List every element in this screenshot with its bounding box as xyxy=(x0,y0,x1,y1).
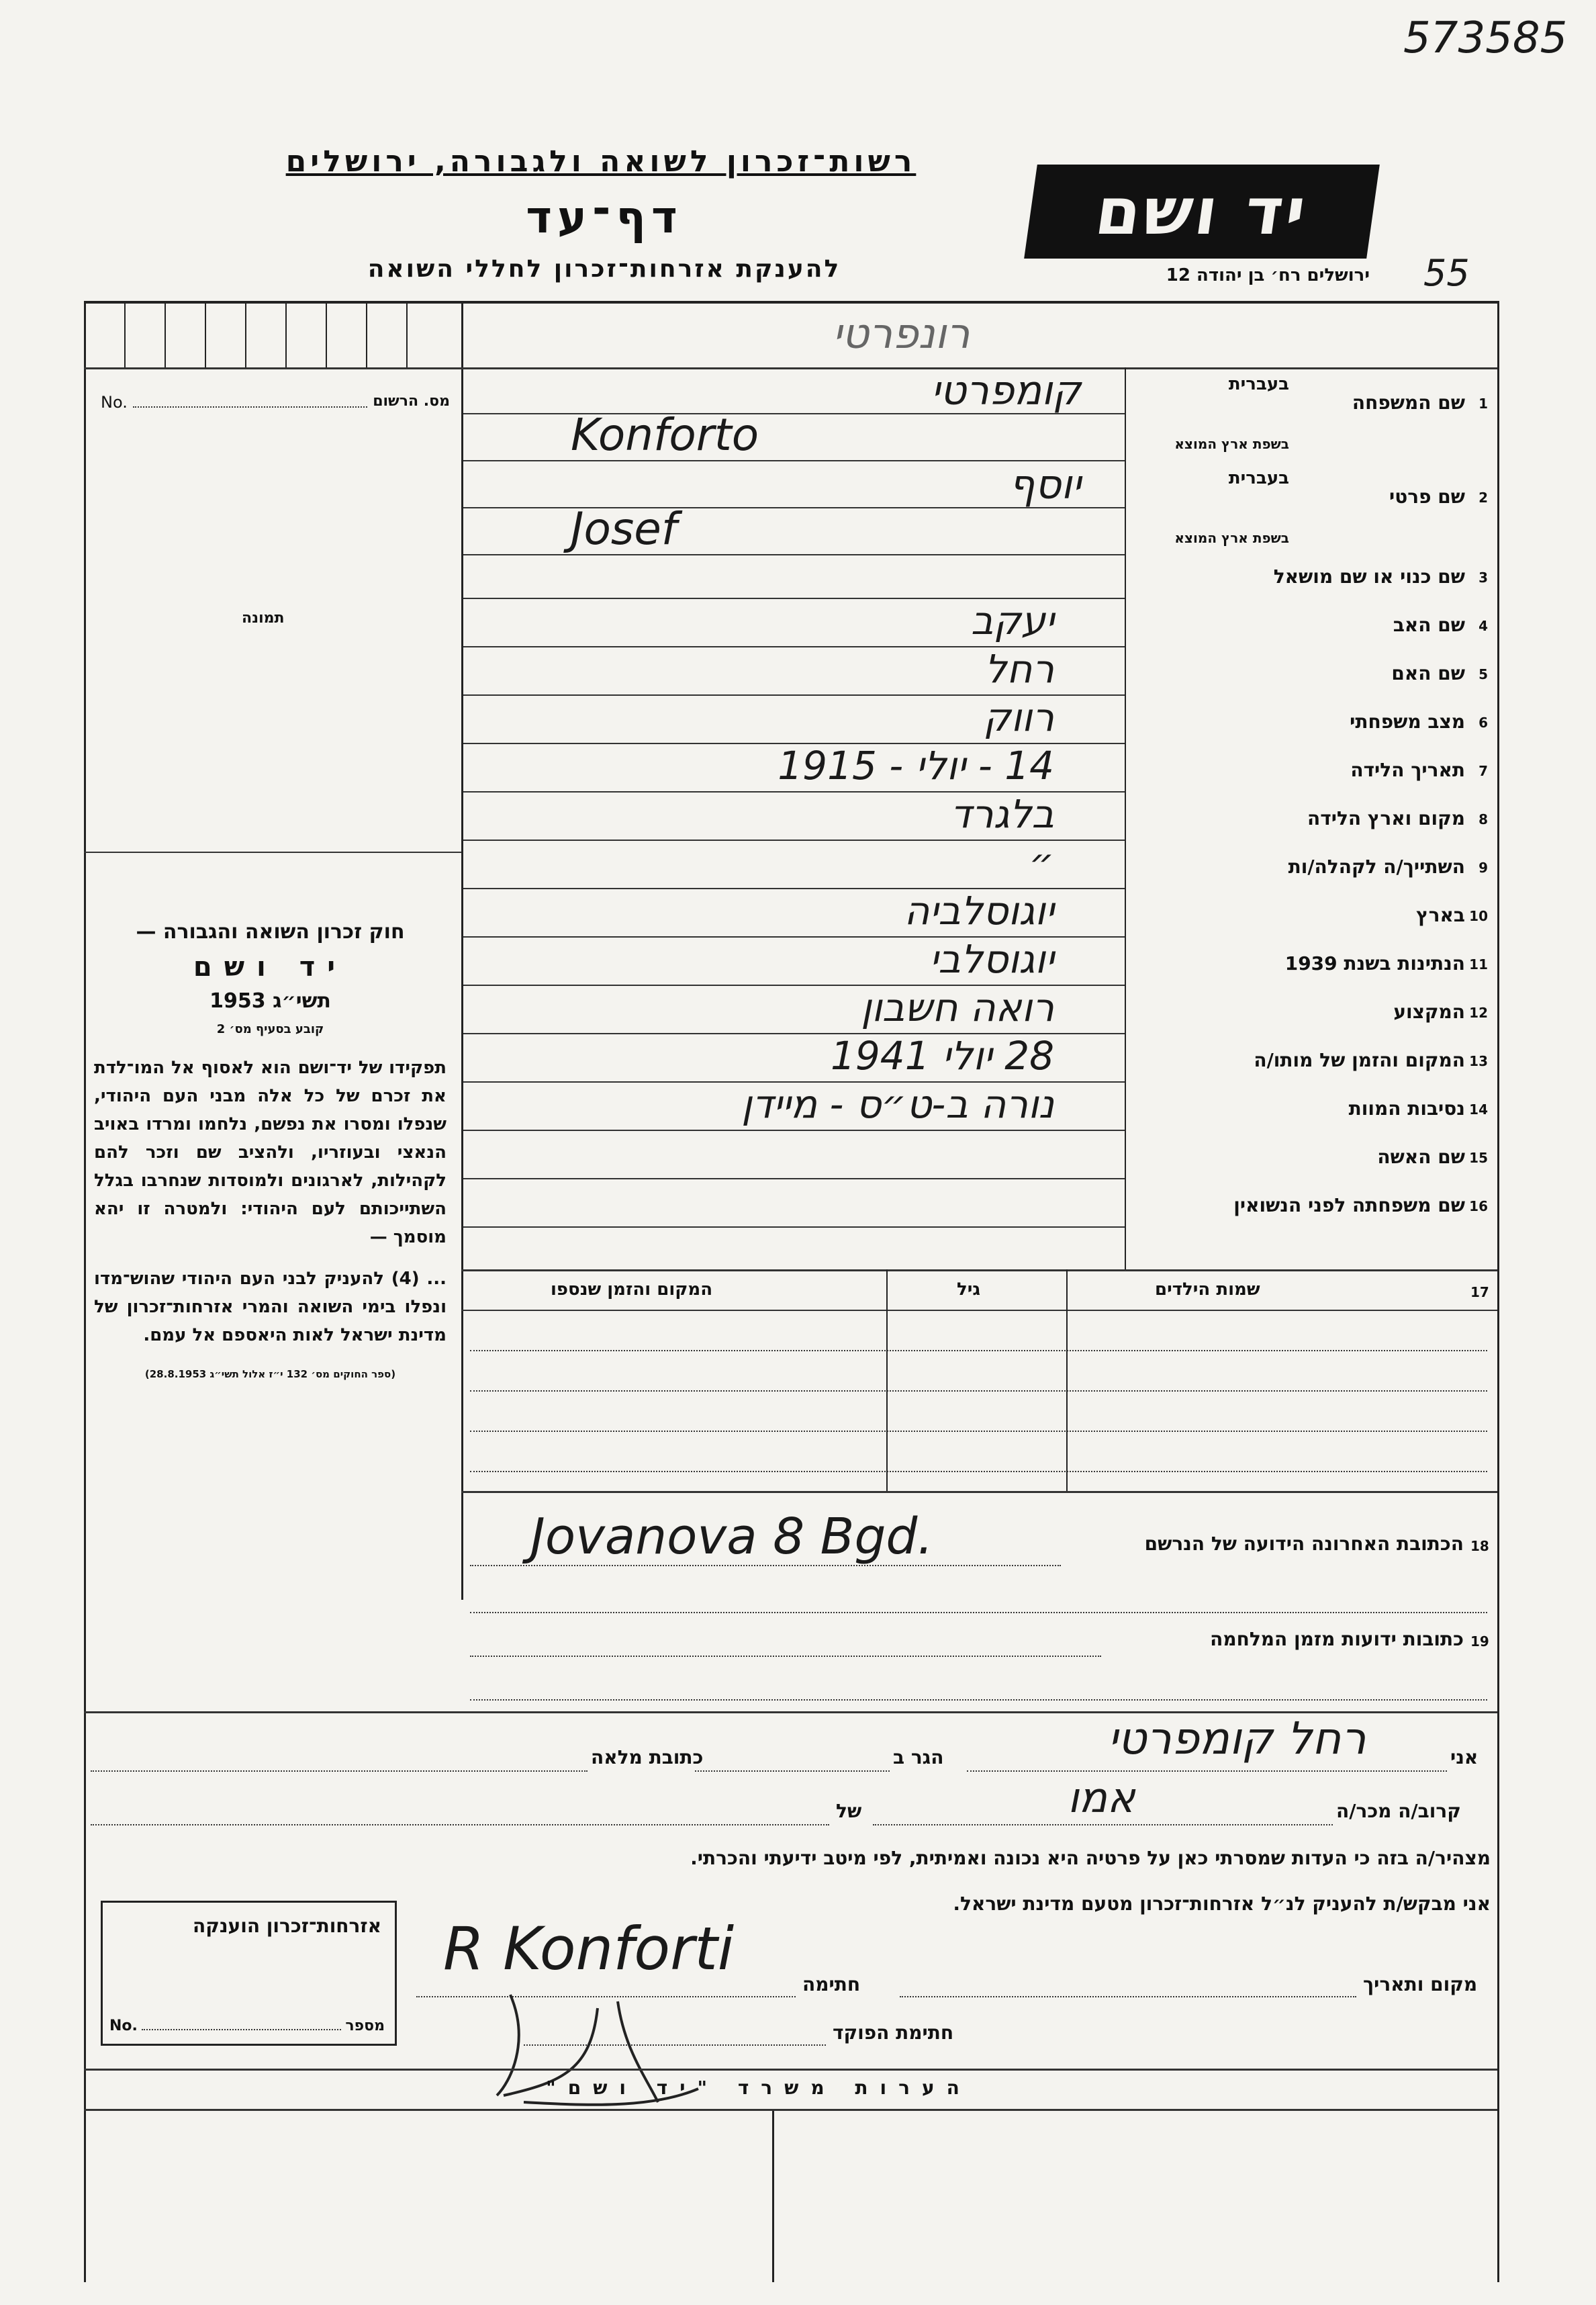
field-label: שם האם xyxy=(1391,662,1465,684)
photo-label: תמונה xyxy=(242,610,285,627)
side-number: 55 xyxy=(1423,252,1470,294)
field-number: 1 xyxy=(1478,396,1488,412)
field-number: 16 xyxy=(1469,1198,1488,1214)
granted-box-no: No. xyxy=(109,2018,138,2034)
field-label: שם המשפחה xyxy=(1352,392,1465,414)
field18-label: הכתובת האחרונה הידועה של הנרשם xyxy=(1144,1533,1464,1555)
field-label: מקום וארץ הלידה xyxy=(1307,807,1465,829)
field-value: רואה חשבון xyxy=(861,985,1054,1030)
field-number: 4 xyxy=(1478,618,1488,634)
law-source: (ספר החוקים מס׳ 132 י״ז אלול תשי״ג 28.8.1953) xyxy=(144,1368,396,1380)
decl-address-label: כתובת מלאה xyxy=(591,1746,704,1768)
decl-relative-value: אמו xyxy=(1068,1773,1135,1822)
field-value: רחל xyxy=(984,646,1054,692)
field-number: 8 xyxy=(1478,811,1488,827)
form-title: דף־עד xyxy=(526,191,683,243)
logo-text: יד ושם xyxy=(1090,174,1313,249)
field-value: יעקב xyxy=(971,598,1054,643)
decl-officer-label: חתימת הפוקד xyxy=(833,2022,954,2044)
granted-box xyxy=(101,1901,397,2046)
field-value: יוגוסלביה xyxy=(904,888,1054,934)
archive-number: 573585 xyxy=(1403,13,1568,63)
law-text-2: ... (4) להעניק לבני העם היהודי שהוש־מדו ונפלו בימי השואה והמרי אזרחות־זכרון של מדינת ישראל לאות היאספם אל עמם. xyxy=(94,1269,447,1345)
children-num: 17 xyxy=(1470,1284,1489,1300)
field19-label: כתובות ידועות מזמן המלחמה xyxy=(1210,1628,1464,1650)
top-handwriting: רונפרטי xyxy=(833,309,970,358)
field-label: השתייך/ה לקהלה/ות xyxy=(1288,856,1465,878)
decl-resides-label: הגר ב xyxy=(893,1746,944,1768)
law-title: חוק זכרון השואה והגבורה — xyxy=(136,920,405,944)
field19-num: 19 xyxy=(1470,1633,1489,1649)
field-label: שם פרטי xyxy=(1389,486,1465,508)
children-col-place: המקום והזמן שנספו xyxy=(551,1279,713,1300)
field-row xyxy=(463,555,1497,599)
decl-i-label: אני xyxy=(1450,1746,1478,1768)
address-line: ירושלים רח׳ בן יהודה 12 xyxy=(1166,265,1370,285)
field-number: 12 xyxy=(1469,1005,1488,1021)
field-row xyxy=(463,1083,1497,1131)
decl-place-date-label: מקום ותאריך xyxy=(1363,1973,1478,1995)
authority-title: רשות־זכרון לשואה ולגבורה, ירושלים xyxy=(285,144,917,179)
field-label: שם האשה xyxy=(1377,1146,1465,1168)
field-row xyxy=(463,367,1497,461)
field-number: 10 xyxy=(1469,908,1488,924)
field-number: 9 xyxy=(1478,860,1488,876)
field-row xyxy=(463,889,1497,938)
field-number: 15 xyxy=(1469,1150,1488,1166)
field-value-hebrew: קומפרטי xyxy=(931,367,1081,414)
field-value: בלגרד xyxy=(950,791,1054,837)
field-number: 2 xyxy=(1478,490,1488,506)
law-year: תשי״ג 1953 xyxy=(209,989,331,1013)
decl-signature-label: חתימה xyxy=(802,1973,861,1995)
field-number: 14 xyxy=(1469,1101,1488,1118)
field-number: 7 xyxy=(1478,763,1488,779)
form-subtitle: להענקת אזרחות־זכרון לחללי השואה xyxy=(367,255,841,283)
field-value: רווק xyxy=(983,694,1054,740)
field-label: המקצוע xyxy=(1393,1001,1465,1023)
field-label: שם משפחתה לפני הנשואין xyxy=(1233,1194,1465,1216)
top-cells xyxy=(84,304,461,367)
field-label: הנתינות בשנת 1939 xyxy=(1284,952,1465,975)
children-col-names: שמות הילדים xyxy=(1155,1279,1260,1300)
field-value: 14 - יולי - 1915 xyxy=(778,743,1054,788)
granted-box-title: אזרחות־זכרון הוענקה xyxy=(193,1915,381,1937)
field-row xyxy=(463,841,1497,889)
law-block xyxy=(94,920,447,1380)
field-label: שם כנוי או שם מושאל xyxy=(1273,566,1465,588)
field-value-hebrew: יוסף xyxy=(1008,461,1081,508)
decl-i-value: רחל קומפרטי xyxy=(1108,1713,1366,1764)
field-row xyxy=(463,1179,1497,1228)
registration-label xyxy=(101,393,450,412)
children-col-age: גיל xyxy=(957,1279,981,1300)
reg-label: מס. הרשום xyxy=(373,393,450,410)
field-sub-hebrew: בעברית xyxy=(1228,374,1289,394)
field-row xyxy=(463,744,1497,793)
field-value-foreign: Josef xyxy=(571,503,677,555)
decl-relative-label: קרוב/ה מכר/ה xyxy=(1336,1800,1461,1822)
field-sub-foreign: בשפת ארץ המוצא xyxy=(1174,436,1289,452)
field-number: 13 xyxy=(1469,1053,1488,1069)
field-value: נורה ב-ט״ס - מיידן xyxy=(741,1081,1054,1127)
reg-no: No. xyxy=(101,393,128,412)
signature: R Konforti xyxy=(443,1914,735,1983)
field-label: המקום והזמן של מותו/ה xyxy=(1254,1049,1465,1071)
decl-of-label: של xyxy=(836,1800,862,1822)
field-value-foreign: Konforto xyxy=(571,409,759,461)
decl-statement-2: אני מבקש/ת להעניק לנ״ל אזרחות־זכרון מטעם מדינת ישראל. xyxy=(953,1893,1491,1915)
footer-notes: הערות משרד "יד ושם" xyxy=(546,2077,972,2099)
field-label: שם האב xyxy=(1393,614,1465,636)
field-row xyxy=(463,696,1497,744)
field18-value: Jovanova 8 Bgd. xyxy=(530,1508,933,1566)
field-value: 28 יולי 1941 xyxy=(830,1033,1054,1079)
fields-area xyxy=(463,367,1497,1269)
field-number: 6 xyxy=(1478,715,1488,731)
field-label: מצב משפחתי xyxy=(1350,711,1465,733)
field-number: 3 xyxy=(1478,570,1488,586)
field-label: תאריך הלידה xyxy=(1350,759,1465,781)
field-sub-foreign: בשפת ארץ המוצא xyxy=(1174,530,1289,546)
field-row xyxy=(463,986,1497,1034)
law-name: יד ושם xyxy=(193,952,348,983)
field-row xyxy=(463,793,1497,841)
field-label: נסיבות המוות xyxy=(1348,1097,1465,1120)
granted-box-dots xyxy=(142,2029,342,2030)
decl-statement-1: מצהיר/ה בזה כי העדות שמסרתי כאן על פרטיה היא נכונה ואמיתית, לפי מיטב ידיעתי והכרתי. xyxy=(690,1847,1491,1869)
law-clause: קובע בסעיף מס׳ 2 xyxy=(216,1022,324,1036)
field-row xyxy=(463,1034,1497,1083)
field-row xyxy=(463,461,1497,555)
yad-vashem-logo xyxy=(1024,165,1380,259)
law-text-1: תפקידו של יד־ושם הוא לאסוף אל המו־לדת את זכרם של כל אלה מבני העם היהודי, שנפלו ומסרו את נפשם, נלחמו ומרדו באויב הנאצי ובעוזריו, ולהציב שם וזכר להם לקהילות, לארגונים ולמוסדות שנחרבו בגלל השתייכותם לעם היהודי: ולמטרה זו יהא מוסמך — xyxy=(94,1058,447,1247)
field-label: בארץ xyxy=(1416,904,1465,926)
field-row xyxy=(463,1131,1497,1179)
field18-num: 18 xyxy=(1470,1538,1489,1554)
field-row xyxy=(463,938,1497,986)
granted-box-number-label: מספר xyxy=(345,2018,385,2034)
field-number: 5 xyxy=(1478,666,1488,682)
field-row xyxy=(463,647,1497,696)
field-number: 11 xyxy=(1469,956,1488,973)
field-value: ״ xyxy=(1029,840,1054,885)
granted-box-number xyxy=(109,2018,385,2034)
field-value: יוגוסלבי xyxy=(929,936,1054,982)
reg-dots xyxy=(133,393,367,408)
field-row xyxy=(463,599,1497,647)
field-sub-hebrew: בעברית xyxy=(1228,468,1289,488)
